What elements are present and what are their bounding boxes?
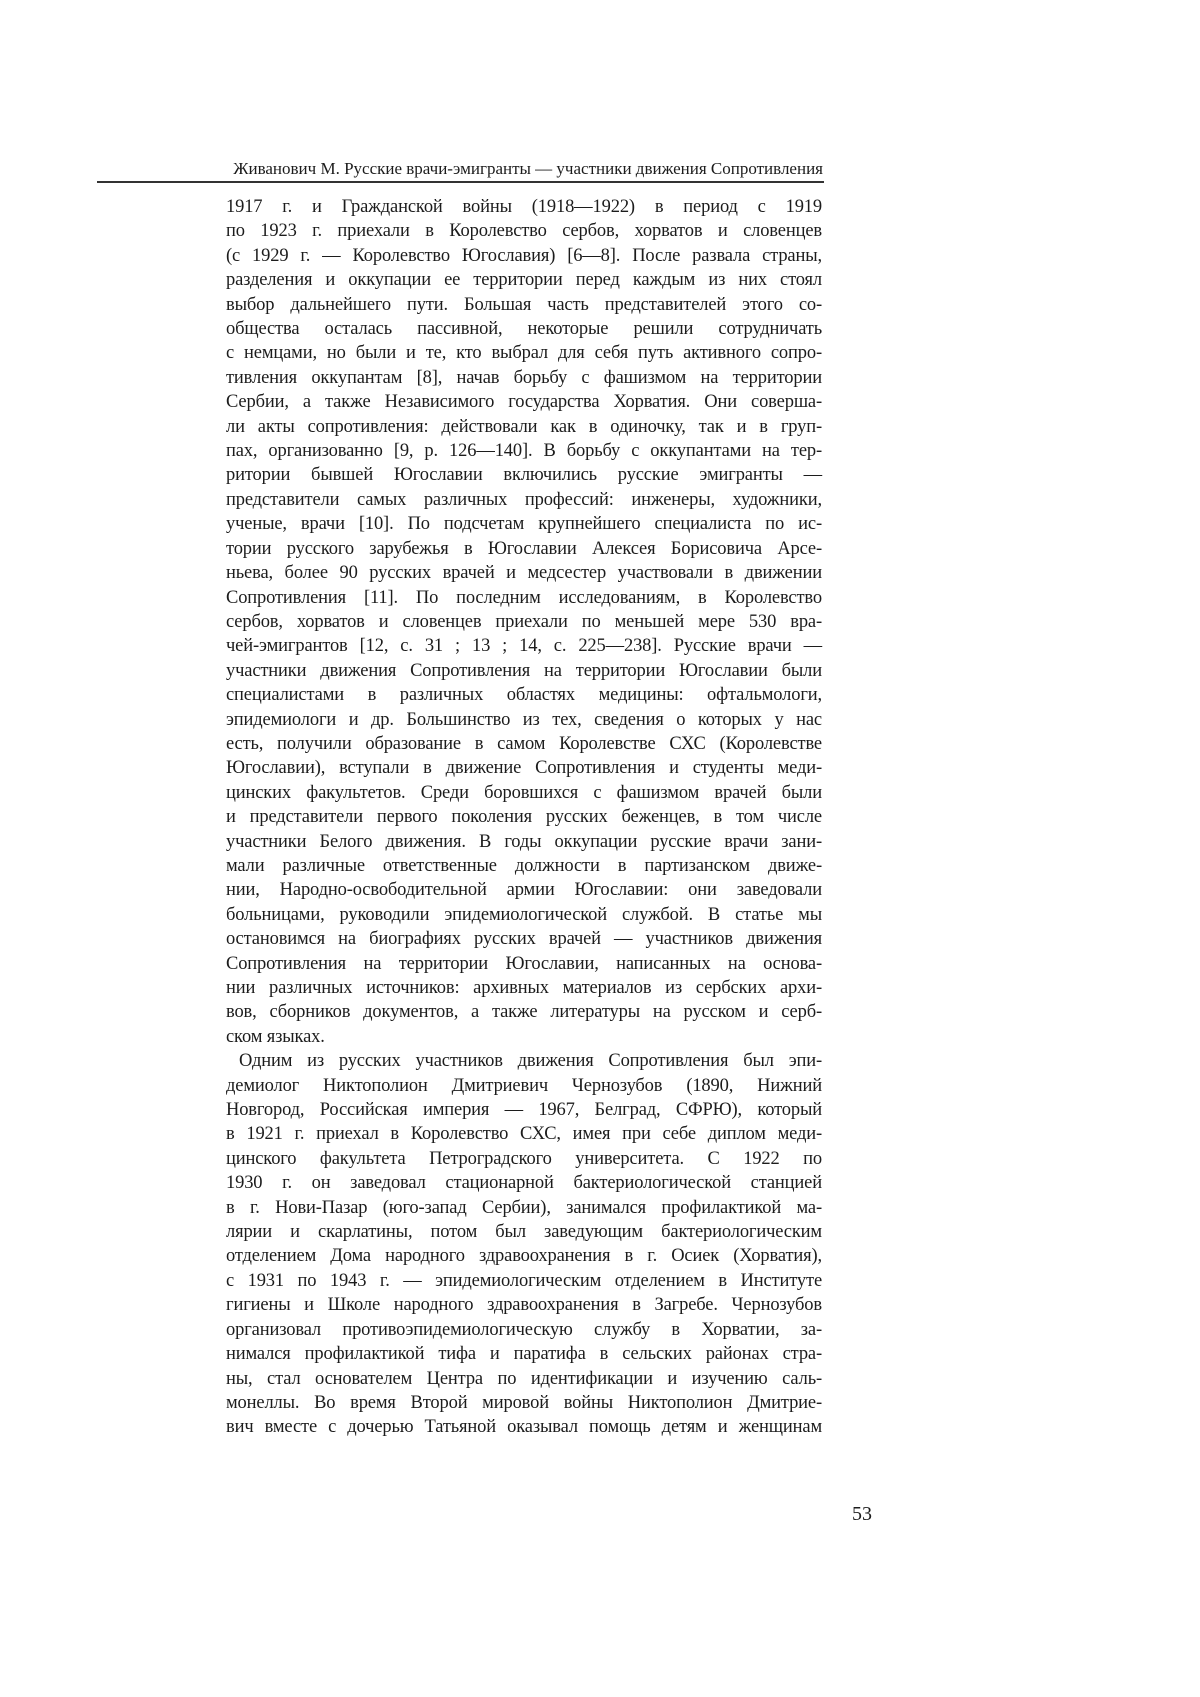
article-body	[226, 195, 822, 1440]
header-rule	[97, 181, 824, 183]
text-line: нимался профилактикой тифа и паратифа в сельских районах стра-	[226, 1344, 822, 1365]
text-line: ньева, более 90 русских врачей и медсестер участвовали в движении	[226, 563, 822, 584]
text-line: Одним из русских участников движения Сопротивления был эпи-	[239, 1051, 822, 1072]
text-line: ритории бывшей Югославии включились русские эмигранты —	[226, 465, 822, 486]
text-line: ли акты сопротивления: действовали как в одиночку, так и в груп-	[226, 416, 822, 437]
text-line: 1917 г. и Гражданской войны (1918—1922) в период с 1919	[226, 197, 822, 217]
page-number: 53	[852, 1503, 872, 1525]
text-line: остановимся на биографиях русских врачей — участников движения	[226, 929, 822, 950]
text-line: участники Белого движения. В годы оккупации русские врачи зани-	[226, 831, 822, 852]
text-line: лярии и скарлатины, потом был заведующим бактериологическим	[226, 1222, 822, 1243]
text-line: Югославии), вступали в движение Сопротивления и студенты меди-	[226, 758, 822, 779]
text-line: с немцами, но были и те, кто выбрал для себя путь активного сопро-	[226, 343, 822, 364]
text-line: ском языках.	[226, 1026, 325, 1047]
text-line: с 1931 по 1943 г. — эпидемиологическим отделением в Институте	[226, 1270, 822, 1291]
text-line: по 1923 г. приехали в Королевство сербов, хорватов и словенцев	[226, 221, 822, 242]
running-header: Живанович М. Русские врачи-эмигранты — участники движения Сопротивления	[233, 159, 823, 178]
text-line: ученые, врачи [10]. По подсчетам крупнейшего специалиста по ис-	[226, 514, 822, 535]
text-line: нии различных источников: архивных материалов из сербских архи-	[226, 978, 822, 998]
text-line: монеллы. Во время Второй мировой войны Никтополион Дмитрие-	[226, 1392, 822, 1413]
text-line: Сопротивления [11]. По последним исследованиям, в Королевство	[226, 587, 822, 608]
text-line: организовал противоэпидемиологическую службу в Хорватии, за-	[226, 1319, 822, 1340]
text-line: демиолог Никтополион Дмитриевич Чернозубов (1890, Нижний	[226, 1075, 822, 1096]
text-line: вов, сборников документов, а также литературы на русском и серб-	[226, 1002, 822, 1023]
text-line: общества осталась пассивной, некоторые решили сотрудничать	[226, 319, 822, 340]
text-line: гигиены и Школе народного здравоохранения в Загребе. Чернозубов	[226, 1295, 822, 1316]
text-line: участники движения Сопротивления на территории Югославии были	[226, 660, 822, 681]
text-line: выбор дальнейшего пути. Большая часть представителей этого со-	[226, 294, 822, 315]
text-line: в г. Нови-Пазар (юго-запад Сербии), занимался профилактикой ма-	[226, 1197, 822, 1218]
text-line: специалистами в различных областях медицины: офтальмологи,	[226, 685, 822, 706]
text-line: цинских факультетов. Среди боровшихся с фашизмом врачей были	[226, 782, 822, 803]
text-line: разделения и оккупации ее территории перед каждым из них стоял	[226, 270, 822, 291]
text-line: вич вместе с дочерью Татьяной оказывал помощь детям и женщинам	[226, 1417, 822, 1438]
text-line: пах, организованно [9, p. 126—140]. В борьбу с оккупантами на тер-	[226, 441, 822, 462]
text-line: нии, Народно-освободительной армии Югославии: они заведовали	[226, 880, 822, 901]
text-line: отделением Дома народного здравоохранения в г. Осиек (Хорватия),	[226, 1246, 822, 1267]
text-line: (с 1929 г. — Королевство Югославия) [6—8]. После развала страны,	[226, 245, 822, 266]
text-line: в 1921 г. приехал в Королевство СХС, имея при себе диплом меди-	[226, 1124, 822, 1145]
text-line: больницами, руководили эпидемиологической службой. В статье мы	[226, 904, 822, 925]
text-line: ны, стал основателем Центра по идентификации и изучению саль-	[226, 1368, 822, 1389]
text-line: чей-эмигрантов [12, с. 31 ; 13 ; 14, с. 225—238]. Русские врачи —	[226, 636, 822, 657]
text-line: 1930 г. он заведовал стационарной бактериологической станцией	[226, 1173, 822, 1194]
text-line: Новгород, Российская империя — 1967, Белград, СФРЮ), который	[226, 1100, 822, 1121]
text-line: тивления оккупантам [8], начав борьбу с фашизмом на территории	[226, 367, 822, 388]
text-line: Сербии, а также Независимого государства Хорватия. Они соверша-	[226, 392, 822, 413]
text-line: есть, получили образование в самом Королевстве СХС (Королевстве	[226, 733, 822, 754]
text-line: и представители первого поколения русских беженцев, в том числе	[226, 807, 822, 828]
text-line: мали различные ответственные должности в партизанском движе-	[226, 855, 822, 876]
text-line: сербов, хорватов и словенцев приехали по меньшей мере 530 вра-	[226, 611, 822, 632]
text-line: цинского факультета Петроградского университета. С 1922 по	[226, 1148, 822, 1169]
text-line: представители самых различных профессий: инженеры, художники,	[226, 489, 822, 510]
text-line: эпидемиологи и др. Большинство из тех, сведения о которых у нас	[226, 709, 822, 730]
text-line: Сопротивления на территории Югославии, написанных на основа-	[226, 953, 822, 974]
text-line: тории русского зарубежья в Югославии Алексея Борисовича Арсе-	[226, 538, 822, 559]
